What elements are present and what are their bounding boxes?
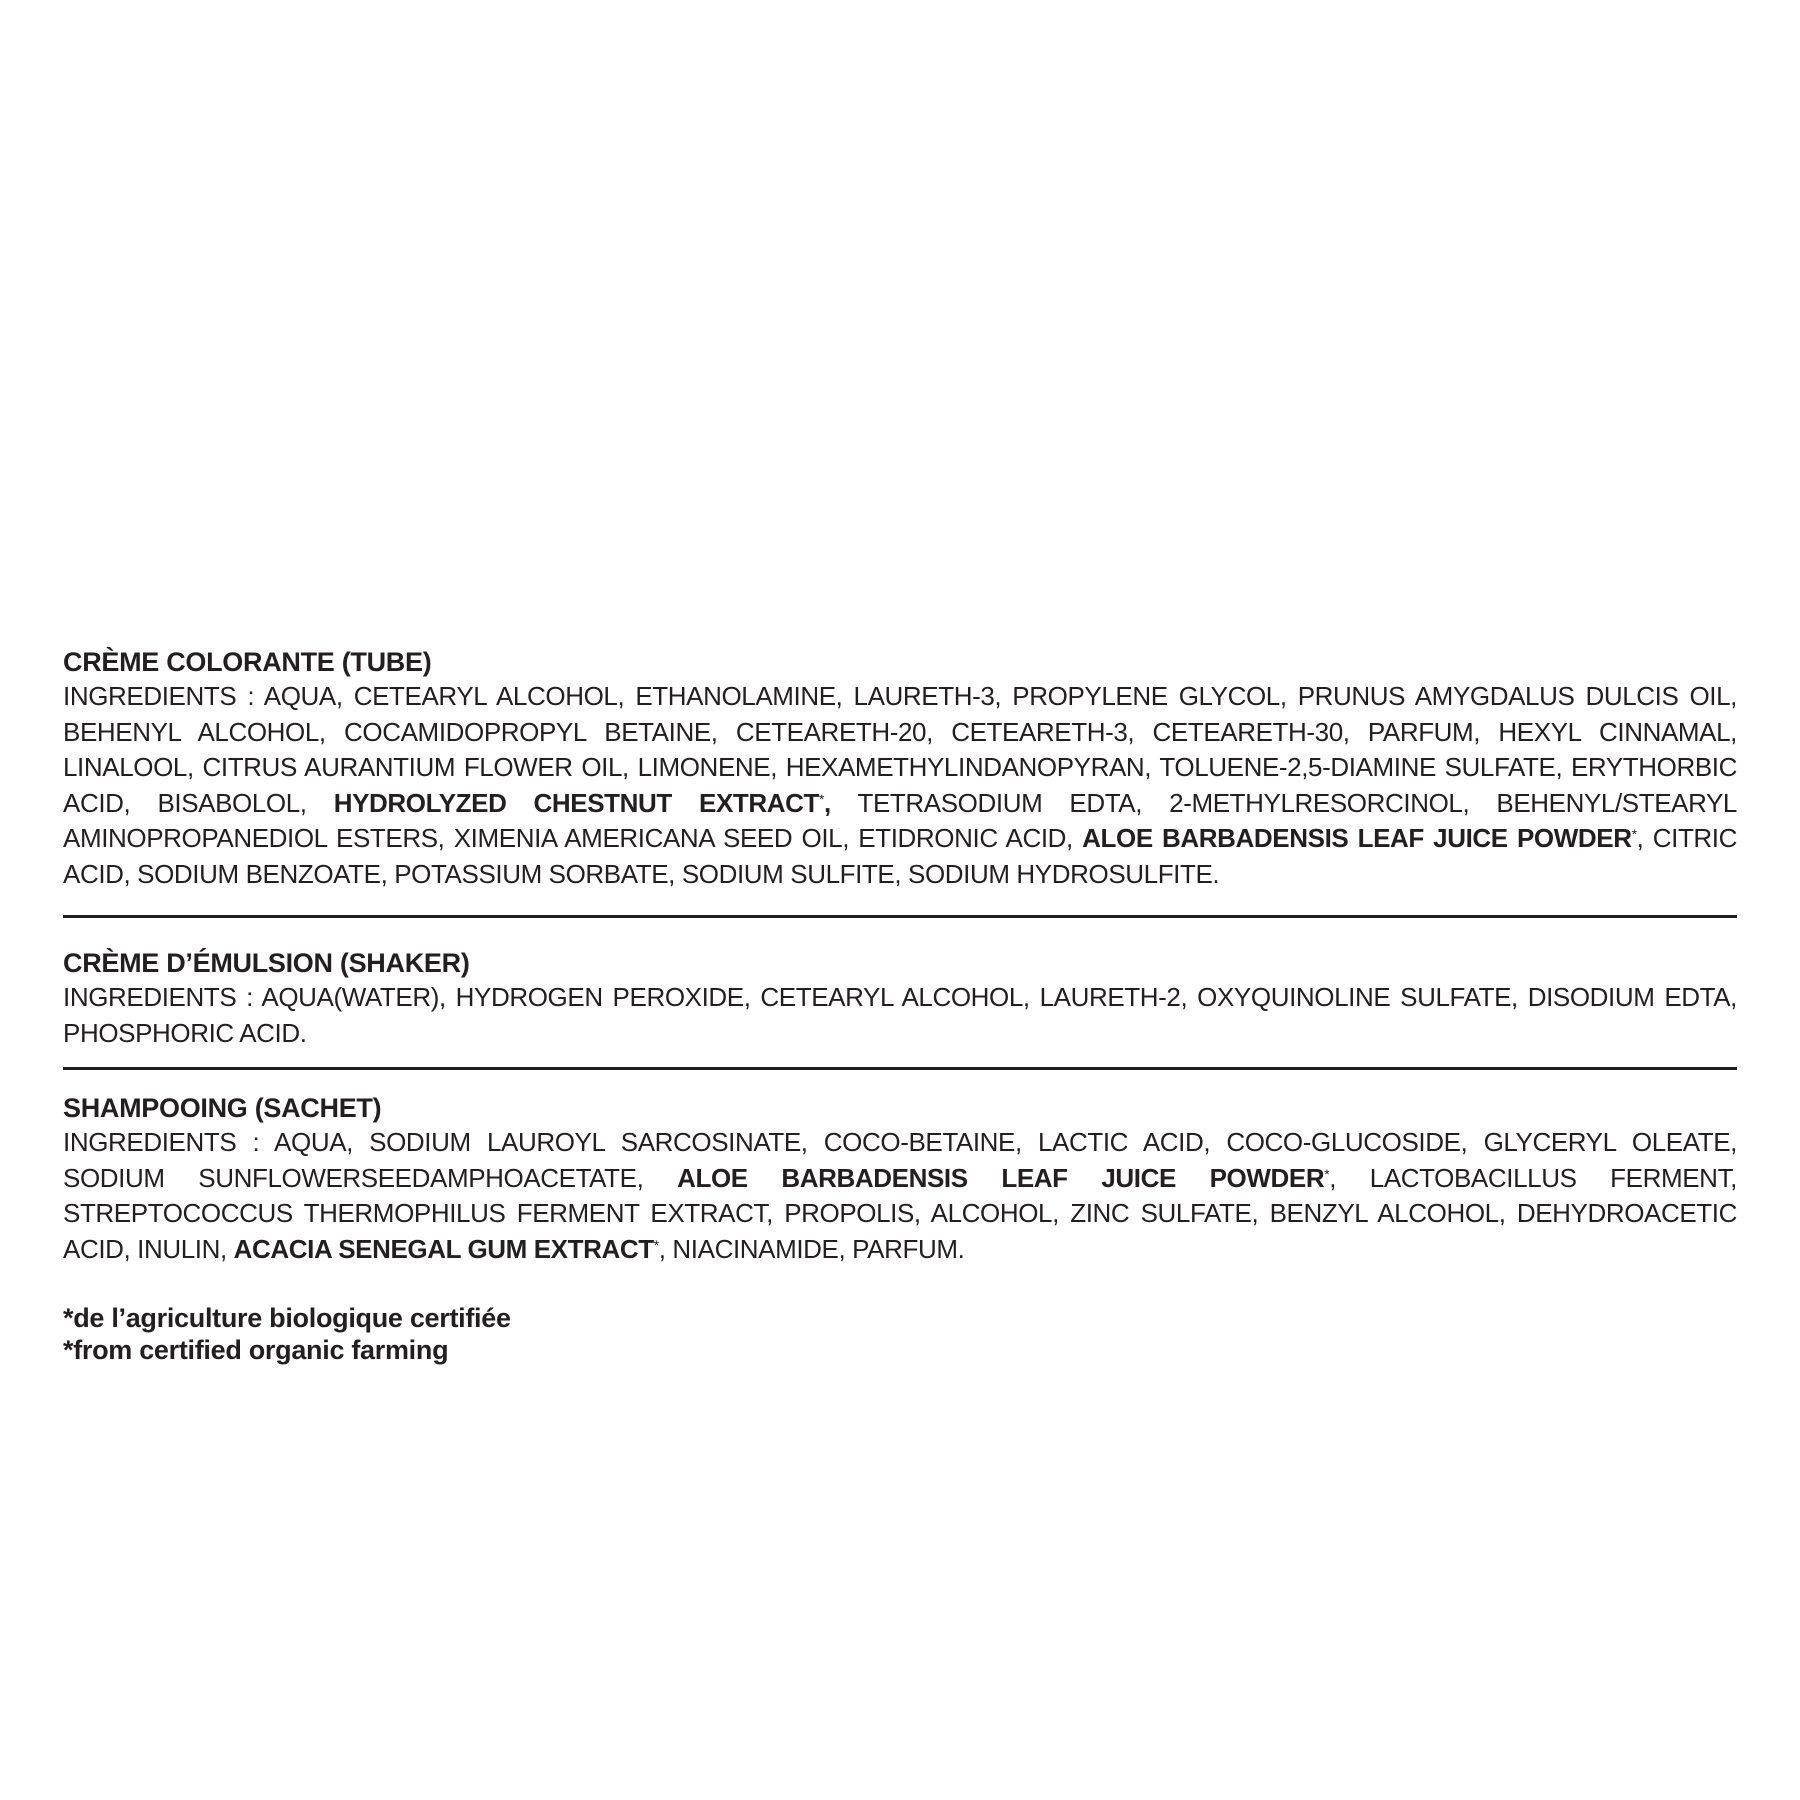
organic-asterisk: * xyxy=(1324,1165,1330,1182)
section-title: CRÈME COLORANTE (TUBE) xyxy=(63,647,432,677)
footnotes xyxy=(63,1302,1737,1366)
ingredients-text: , CITRIC ACID, SODIUM BENZOATE, POTASSIUM SORBATE, SODIUM SULFITE, SODIUM HYDROSULFITE. xyxy=(63,823,1738,889)
organic-asterisk: * xyxy=(1631,826,1637,842)
ingredients-text: , NIACINAMIDE, PARFUM. xyxy=(658,1233,965,1264)
organic-ingredient: ACACIA SENEGAL GUM EXTRACT xyxy=(233,1233,654,1264)
ingredients-text: TETRASODIUM EDTA, 2-METHYLRESORCINOL, BEHENYL/STEARYL AMINOPROPANEDIOL ESTERS, XIMENIA AMERICANA SEED OIL, ETIDRONIC ACID, xyxy=(63,787,1737,853)
organic-ingredient: ALOE BARBADENSIS LEAF JUICE POWDER xyxy=(677,1162,1325,1193)
section-divider xyxy=(63,1067,1737,1070)
ingredients-text: , LACTOBACILLUS FERMENT, STREPTOCOCCUS THERMOPHILUS FERMENT EXTRACT, PROPOLIS, ALCOHOL, ZINC SULFATE, BENZYL ALCOHOL, DEHYDROACETIC ACID, INULIN, xyxy=(63,1162,1737,1264)
section-creme-emulsion xyxy=(63,946,1737,1051)
organic-ingredient: HYDROLYZED CHESTNUT EXTRACT xyxy=(333,787,819,818)
ingredients-text: INGREDIENTS : AQUA, CETEARYL ALCOHOL, ETHANOLAMINE, LAURETH-3, PROPYLENE GLYCOL, PRUNUS AMYGDALUS DULCIS OIL, BEHENYL ALCOHOL, COCAMIDOPROPYL BETAINE, CETEARETH-20, CETEARETH-3, CETEARETH-30, PARFUM, HEXYL CINNAMAL, LINALOOL, CITRUS AURANTIUM FLOWER OIL, LIMONENE, HEXAMETHYLINDANOPYRAN, TOLUENE-2,5-DIAMINE SULFATE, ERYTHORBIC ACID, BISABOLOL, xyxy=(63,681,1737,818)
section-creme-colorante xyxy=(63,645,1737,892)
ingredients-list xyxy=(63,980,1737,1051)
ingredients-sheet xyxy=(63,645,1737,1366)
footnote-french: *de l’agriculture biologique certifiée xyxy=(63,1303,511,1333)
ingredients-list xyxy=(63,1125,1737,1267)
footnote-english: *from certified organic farming xyxy=(63,1335,449,1365)
ingredients-text: INGREDIENTS : AQUA(WATER), HYDROGEN PEROXIDE, CETEARYL ALCOHOL, LAURETH-2, OXYQUINOLINE SULFATE, DISODIUM EDTA, PHOSPHORIC ACID. xyxy=(63,982,1737,1048)
section-title: CRÈME D’ÉMULSION (SHAKER) xyxy=(63,948,470,978)
ingredients-list xyxy=(63,679,1737,892)
ingredients-text: INGREDIENTS : AQUA, SODIUM LAUROYL SARCOSINATE, COCO-BETAINE, LACTIC ACID, COCO-GLUCOSIDE, GLYCERYL OLEATE, SODIUM SUNFLOWERSEEDAMPHOACETATE, xyxy=(63,1127,1737,1193)
section-shampooing xyxy=(63,1091,1737,1267)
organic-ingredient: ALOE BARBADENSIS LEAF JUICE POWDER xyxy=(1082,823,1632,853)
ingredients-separator: , xyxy=(824,787,831,818)
organic-asterisk: * xyxy=(653,1236,659,1253)
organic-asterisk: * xyxy=(818,790,825,807)
section-divider xyxy=(63,915,1737,918)
section-title: SHAMPOOING (SACHET) xyxy=(63,1093,382,1123)
